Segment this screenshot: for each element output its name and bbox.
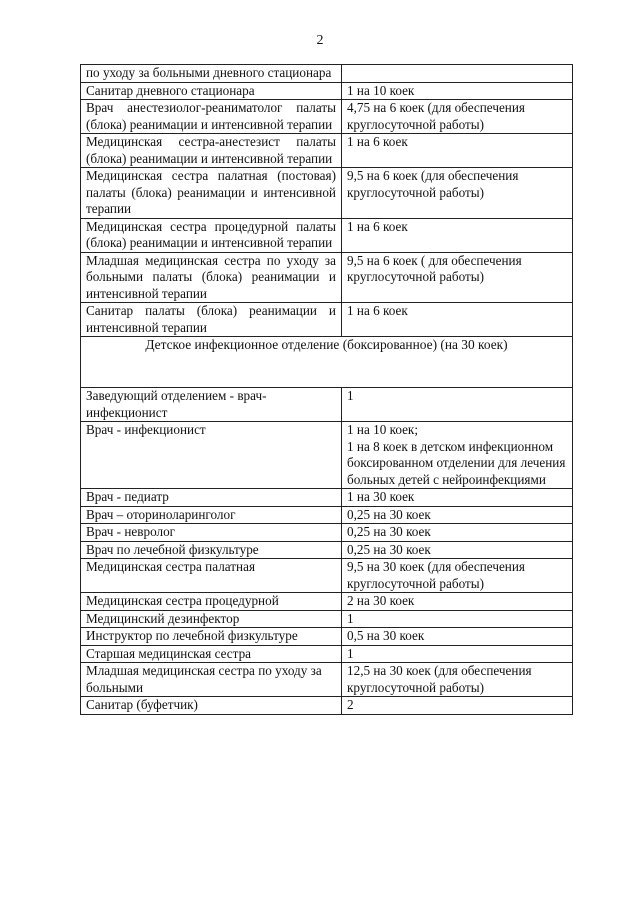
norm-cell: 9,5 на 6 коек ( для обеспечения круглосуточной работы): [342, 252, 573, 303]
table-row: [81, 82, 573, 100]
position-cell: Младшая медицинская сестра по уходу за больными палаты (блока) реанимации и интенсивной терапии: [81, 252, 342, 303]
position-cell: Врач – оториноларинголог: [81, 506, 342, 524]
table-row: [81, 388, 573, 422]
norm-cell: 2 на 30 коек: [342, 593, 573, 611]
table-row: [81, 697, 573, 715]
position-cell: Санитар палаты (блока) реанимации и интенсивной терапии: [81, 303, 342, 337]
table-row: [81, 134, 573, 168]
position-cell: Медицинская сестра процедурной палаты (блока) реанимации и интенсивной терапии: [81, 218, 342, 252]
table-row: [81, 628, 573, 646]
position-cell: Медицинская сестра процедурной: [81, 593, 342, 611]
norm-cell: [342, 65, 573, 83]
norm-cell: 1 на 6 коек: [342, 303, 573, 337]
table-row: [81, 663, 573, 697]
position-cell: Медицинская сестра палатная: [81, 559, 342, 593]
position-cell: Инструктор по лечебной физкультуре: [81, 628, 342, 646]
table-row: [81, 100, 573, 134]
table-row: [81, 593, 573, 611]
table-row: [81, 645, 573, 663]
position-cell: Врач анестезиолог-реаниматолог палаты (блока) реанимации и интенсивной терапии: [81, 100, 342, 134]
position-cell: Врач по лечебной физкультуре: [81, 541, 342, 559]
norm-cell: 9,5 на 30 коек (для обеспечения круглосуточной работы): [342, 559, 573, 593]
norm-cell: 0,25 на 30 коек: [342, 541, 573, 559]
position-cell: Санитар (буфетчик): [81, 697, 342, 715]
table-row: [81, 252, 573, 303]
table-row: [81, 610, 573, 628]
section-title: Детское инфекционное отделение (боксированное) (на 30 коек): [81, 337, 573, 388]
table-row: [81, 303, 573, 337]
norm-cell: 1 на 30 коек: [342, 489, 573, 507]
norm-cell: 12,5 на 30 коек (для обеспечения круглосуточной работы): [342, 663, 573, 697]
position-cell: Младшая медицинская сестра по уходу за больными: [81, 663, 342, 697]
norm-cell: 1: [342, 610, 573, 628]
table-row: [81, 168, 573, 219]
position-cell: по уходу за больными дневного стационара: [81, 65, 342, 83]
position-cell: Заведующий отделением - врач-инфекционист: [81, 388, 342, 422]
staffing-table: [80, 64, 573, 715]
norm-line: 1 на 8 коек в детском инфекционном боксированном отделении для лечения больных детей с нейроинфекциями: [347, 438, 566, 487]
table-row: [81, 218, 573, 252]
table-row: [81, 422, 573, 489]
norm-cell: 0,5 на 30 коек: [342, 628, 573, 646]
position-cell: Санитар дневного стационара: [81, 82, 342, 100]
position-cell: Медицинская сестра палатная (постовая) палаты (блока) реанимации и интенсивной терапии: [81, 168, 342, 219]
norm-cell: 1 на 10 коек: [342, 82, 573, 100]
norm-cell: 2: [342, 697, 573, 715]
position-cell: Медицинская сестра-анестезист палаты (блока) реанимации и интенсивной терапии: [81, 134, 342, 168]
table-row: [81, 524, 573, 542]
norm-cell: 4,75 на 6 коек (для обеспечения круглосуточной работы): [342, 100, 573, 134]
table-row: [81, 541, 573, 559]
table-row: [81, 506, 573, 524]
norm-cell: 1 на 6 коек: [342, 134, 573, 168]
page-number: 2: [316, 33, 324, 48]
position-cell: Врач - невролог: [81, 524, 342, 542]
section-heading-row: [81, 337, 573, 388]
norm-line: 1 на 10 коек;: [347, 422, 418, 437]
norm-cell: 0,25 на 30 коек: [342, 524, 573, 542]
norm-cell: 9,5 на 6 коек (для обеспечения круглосуточной работы): [342, 168, 573, 219]
norm-cell: 1: [342, 645, 573, 663]
table-row: [81, 489, 573, 507]
norm-cell: [342, 422, 573, 489]
norm-cell: 1: [342, 388, 573, 422]
position-cell: Старшая медицинская сестра: [81, 645, 342, 663]
table-row: [81, 559, 573, 593]
position-cell: Врач - инфекционист: [81, 422, 342, 489]
norm-cell: 0,25 на 30 коек: [342, 506, 573, 524]
table-row: [81, 65, 573, 83]
norm-cell: 1 на 6 коек: [342, 218, 573, 252]
position-cell: Врач - педиатр: [81, 489, 342, 507]
position-cell: Медицинский дезинфектор: [81, 610, 342, 628]
